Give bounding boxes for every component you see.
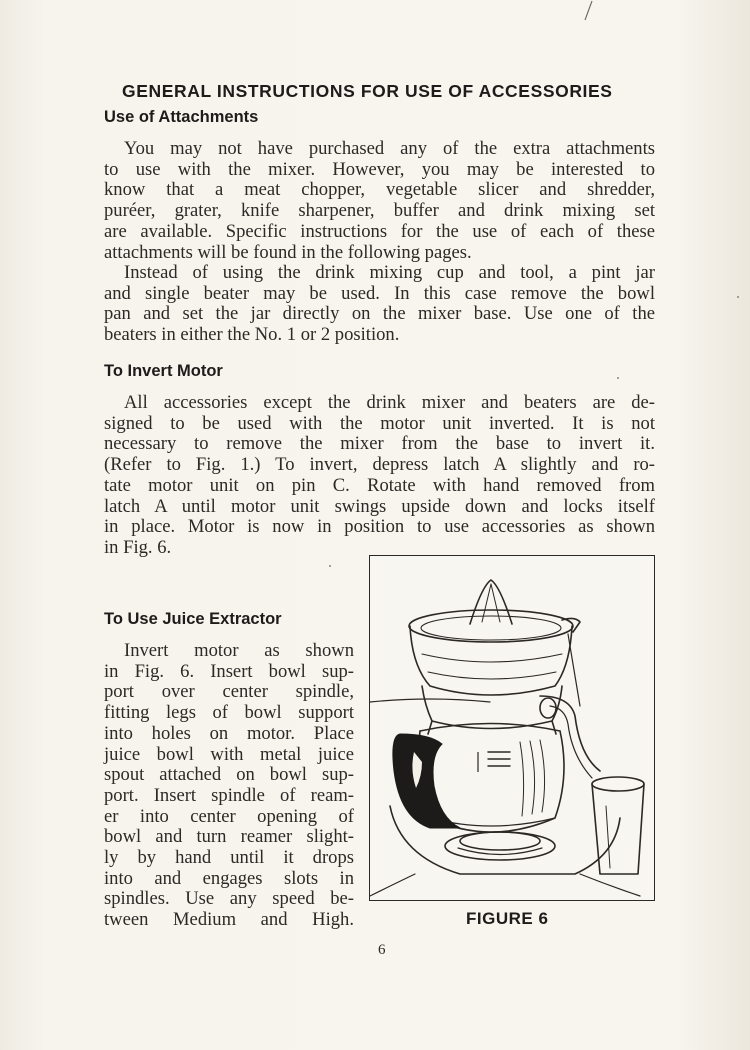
text-line: beaters in either the No. 1 or 2 position. [104,324,400,346]
text-line: bowl and turn reamer slight- [104,826,354,848]
text-line: in Fig. 6. [104,536,172,558]
figure-caption: FIGURE 6 [466,909,549,928]
text-line: Instead of using the drink mixing cup and tool, a pint jar [124,262,655,283]
text-line: juice bowl with metal juice [104,743,354,765]
text-line: tate motor unit on pin C. Rotate with hand removed from [104,474,655,496]
heading-to-invert-motor: To Invert Motor [104,362,223,380]
paragraph-juice-extractor [104,641,354,931]
heading-use-of-attachments: Use of Attachments [104,108,259,126]
page-title: GENERAL INSTRUCTIONS FOR USE OF ACCESSORIES [122,81,613,101]
text-line: er into center opening of [104,805,354,827]
juice-extractor-drawing [370,556,653,899]
text-line: signed to be used with the motor unit inverted. It is not [104,412,655,434]
pencil-mark [570,0,600,26]
text-line: into and engages slots in [104,867,354,889]
text-line: into holes on motor. Place [104,722,354,744]
paragraph-attachments-2 [104,263,655,346]
text-line: (Refer to Fig. 1.) To invert, depress latch A slightly and ro- [104,454,655,476]
text-line: All accessories except the drink mixer and beaters are de- [124,392,655,413]
page-number: 6 [378,942,386,958]
figure-6-illustration [369,555,655,901]
text-line: are available. Specific instructions for the use of each of these [104,220,655,242]
text-line: know that a meat chopper, vegetable slicer and shredder, [104,179,655,201]
text-line: in place. Motor is now in position to use accessories as shown [104,516,655,538]
text-line: attachments will be found in the following pages. [104,241,472,263]
text-line: spindles. Use any speed be- [104,888,354,910]
text-line: puréer, grater, knife sharpener, buffer and drink mixing set [104,200,655,222]
print-speck [329,565,331,567]
text-line: port. Insert spindle of ream- [104,784,354,806]
text-line: ly by hand until it drops [104,847,354,869]
text-line: pan and set the jar directly on the mixer base. Use one of the [104,303,655,325]
paragraph-invert-motor [104,393,655,559]
text-line: tween Medium and High. [104,909,354,931]
text-line: fitting legs of bowl support [104,702,354,724]
text-line: in Fig. 6. Insert bowl sup- [104,660,354,682]
paragraph-attachments-1 [104,139,655,263]
text-line: latch A until motor unit swings upside down and locks itself [104,495,655,517]
text-line: to use with the mixer. However, you may be interested to [104,158,655,180]
print-speck [617,377,619,379]
text-line: and single beater may be used. In this case remove the bowl [104,282,655,304]
heading-juice-extractor: To Use Juice Extractor [104,610,282,628]
text-line: You may not have purchased any of the extra attachments [124,138,655,159]
text-line: Invert motor as shown [124,640,354,661]
text-line: port over center spindle, [104,681,354,703]
print-speck [737,296,739,298]
text-line: spout attached on bowl sup- [104,764,354,786]
text-line: necessary to remove the mixer from the base to invert it. [104,433,655,455]
